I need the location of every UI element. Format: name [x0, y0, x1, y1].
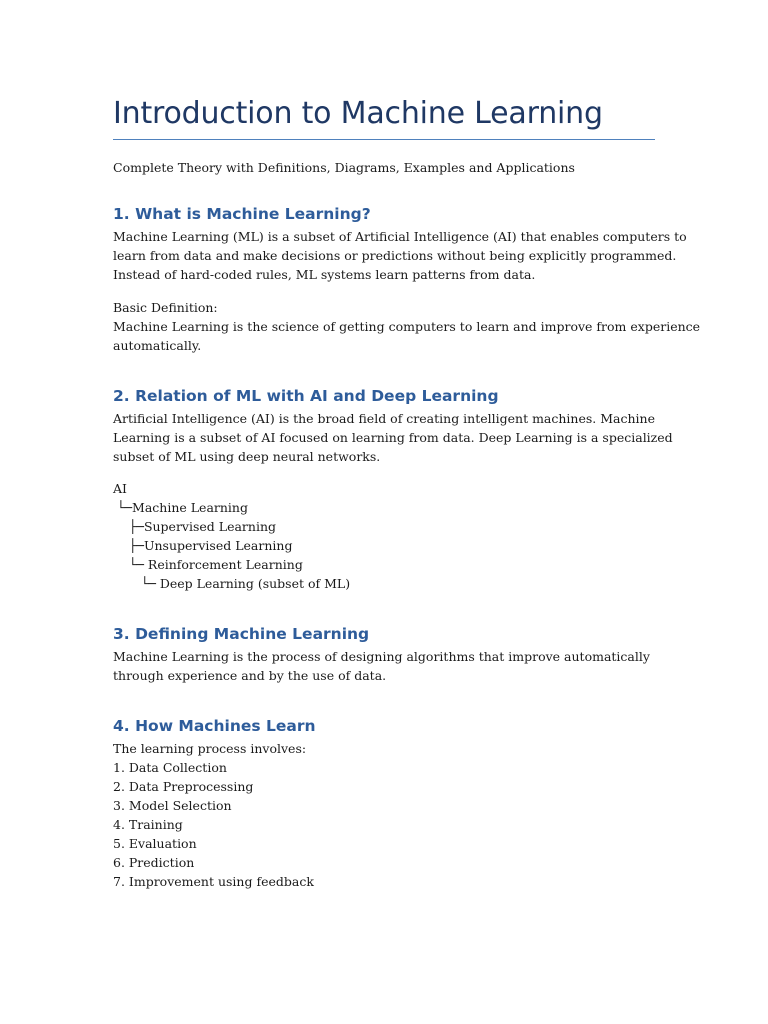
document-title: Introduction to Machine Learning: [113, 96, 603, 131]
list-item: 4. Training: [113, 817, 183, 832]
paragraph-line: Machine Learning (ML) is a subset of Artificial Intelligence (AI) that enables computers to: [113, 229, 687, 244]
section-what-is-ml: [113, 203, 701, 355]
steps-intro: The learning process involves:: [113, 741, 307, 756]
section-heading: 2. Relation of ML with AI and Deep Learning: [113, 387, 499, 405]
paragraph-line: through experience and by the use of data.: [113, 668, 387, 683]
hierarchy-tree-diagram: [113, 479, 655, 593]
document-subtitle: Complete Theory with Definitions, Diagrams, Examples and Applications: [113, 160, 575, 175]
document-page: [113, 92, 701, 891]
tree-node-deep-learning: └─ Deep Learning (subset of ML): [113, 576, 351, 591]
paragraph-line: learn from data and make decisions or predictions without being explicitly programmed.: [113, 248, 677, 263]
paragraph-line: Machine Learning is the process of designing algorithms that improve automatically: [113, 649, 650, 664]
tree-node-ml: └─Machine Learning: [113, 500, 248, 515]
tree-node-reinforcement: └─ Reinforcement Learning: [113, 557, 303, 572]
list-item: 6. Prediction: [113, 855, 195, 870]
tree-node-ai: AI: [113, 481, 127, 496]
list-item: 7. Improvement using feedback: [113, 874, 314, 889]
paragraph-line: subset of ML using deep neural networks.: [113, 449, 381, 464]
tree-node-unsupervised: ├─Unsupervised Learning: [113, 538, 293, 553]
definition-line: automatically.: [113, 338, 202, 353]
paragraph-line: Learning is a subset of AI focused on learning from data. Deep Learning is a specialized: [113, 430, 673, 445]
section-defining-ml: [113, 623, 655, 685]
list-item: 2. Data Preprocessing: [113, 779, 254, 794]
title-divider: [113, 139, 655, 140]
paragraph-line: Artificial Intelligence (AI) is the broad field of creating intelligent machines. Machine: [113, 411, 655, 426]
section-heading: 1. What is Machine Learning?: [113, 205, 371, 223]
tree-node-supervised: ├─Supervised Learning: [113, 519, 277, 534]
section-heading: 4. How Machines Learn: [113, 717, 316, 735]
list-item: 1. Data Collection: [113, 760, 227, 775]
list-item: 5. Evaluation: [113, 836, 197, 851]
list-item: 3. Model Selection: [113, 798, 232, 813]
paragraph-line: Instead of hard-coded rules, ML systems learn patterns from data.: [113, 267, 536, 282]
steps-list: [113, 758, 655, 891]
section-ml-ai-dl: [113, 385, 673, 593]
definition-line: Machine Learning is the science of getting computers to learn and improve from experience: [113, 319, 701, 334]
definition-label: Basic Definition:: [113, 300, 218, 315]
section-how-machines-learn: [113, 715, 655, 891]
section-heading: 3. Defining Machine Learning: [113, 625, 370, 643]
